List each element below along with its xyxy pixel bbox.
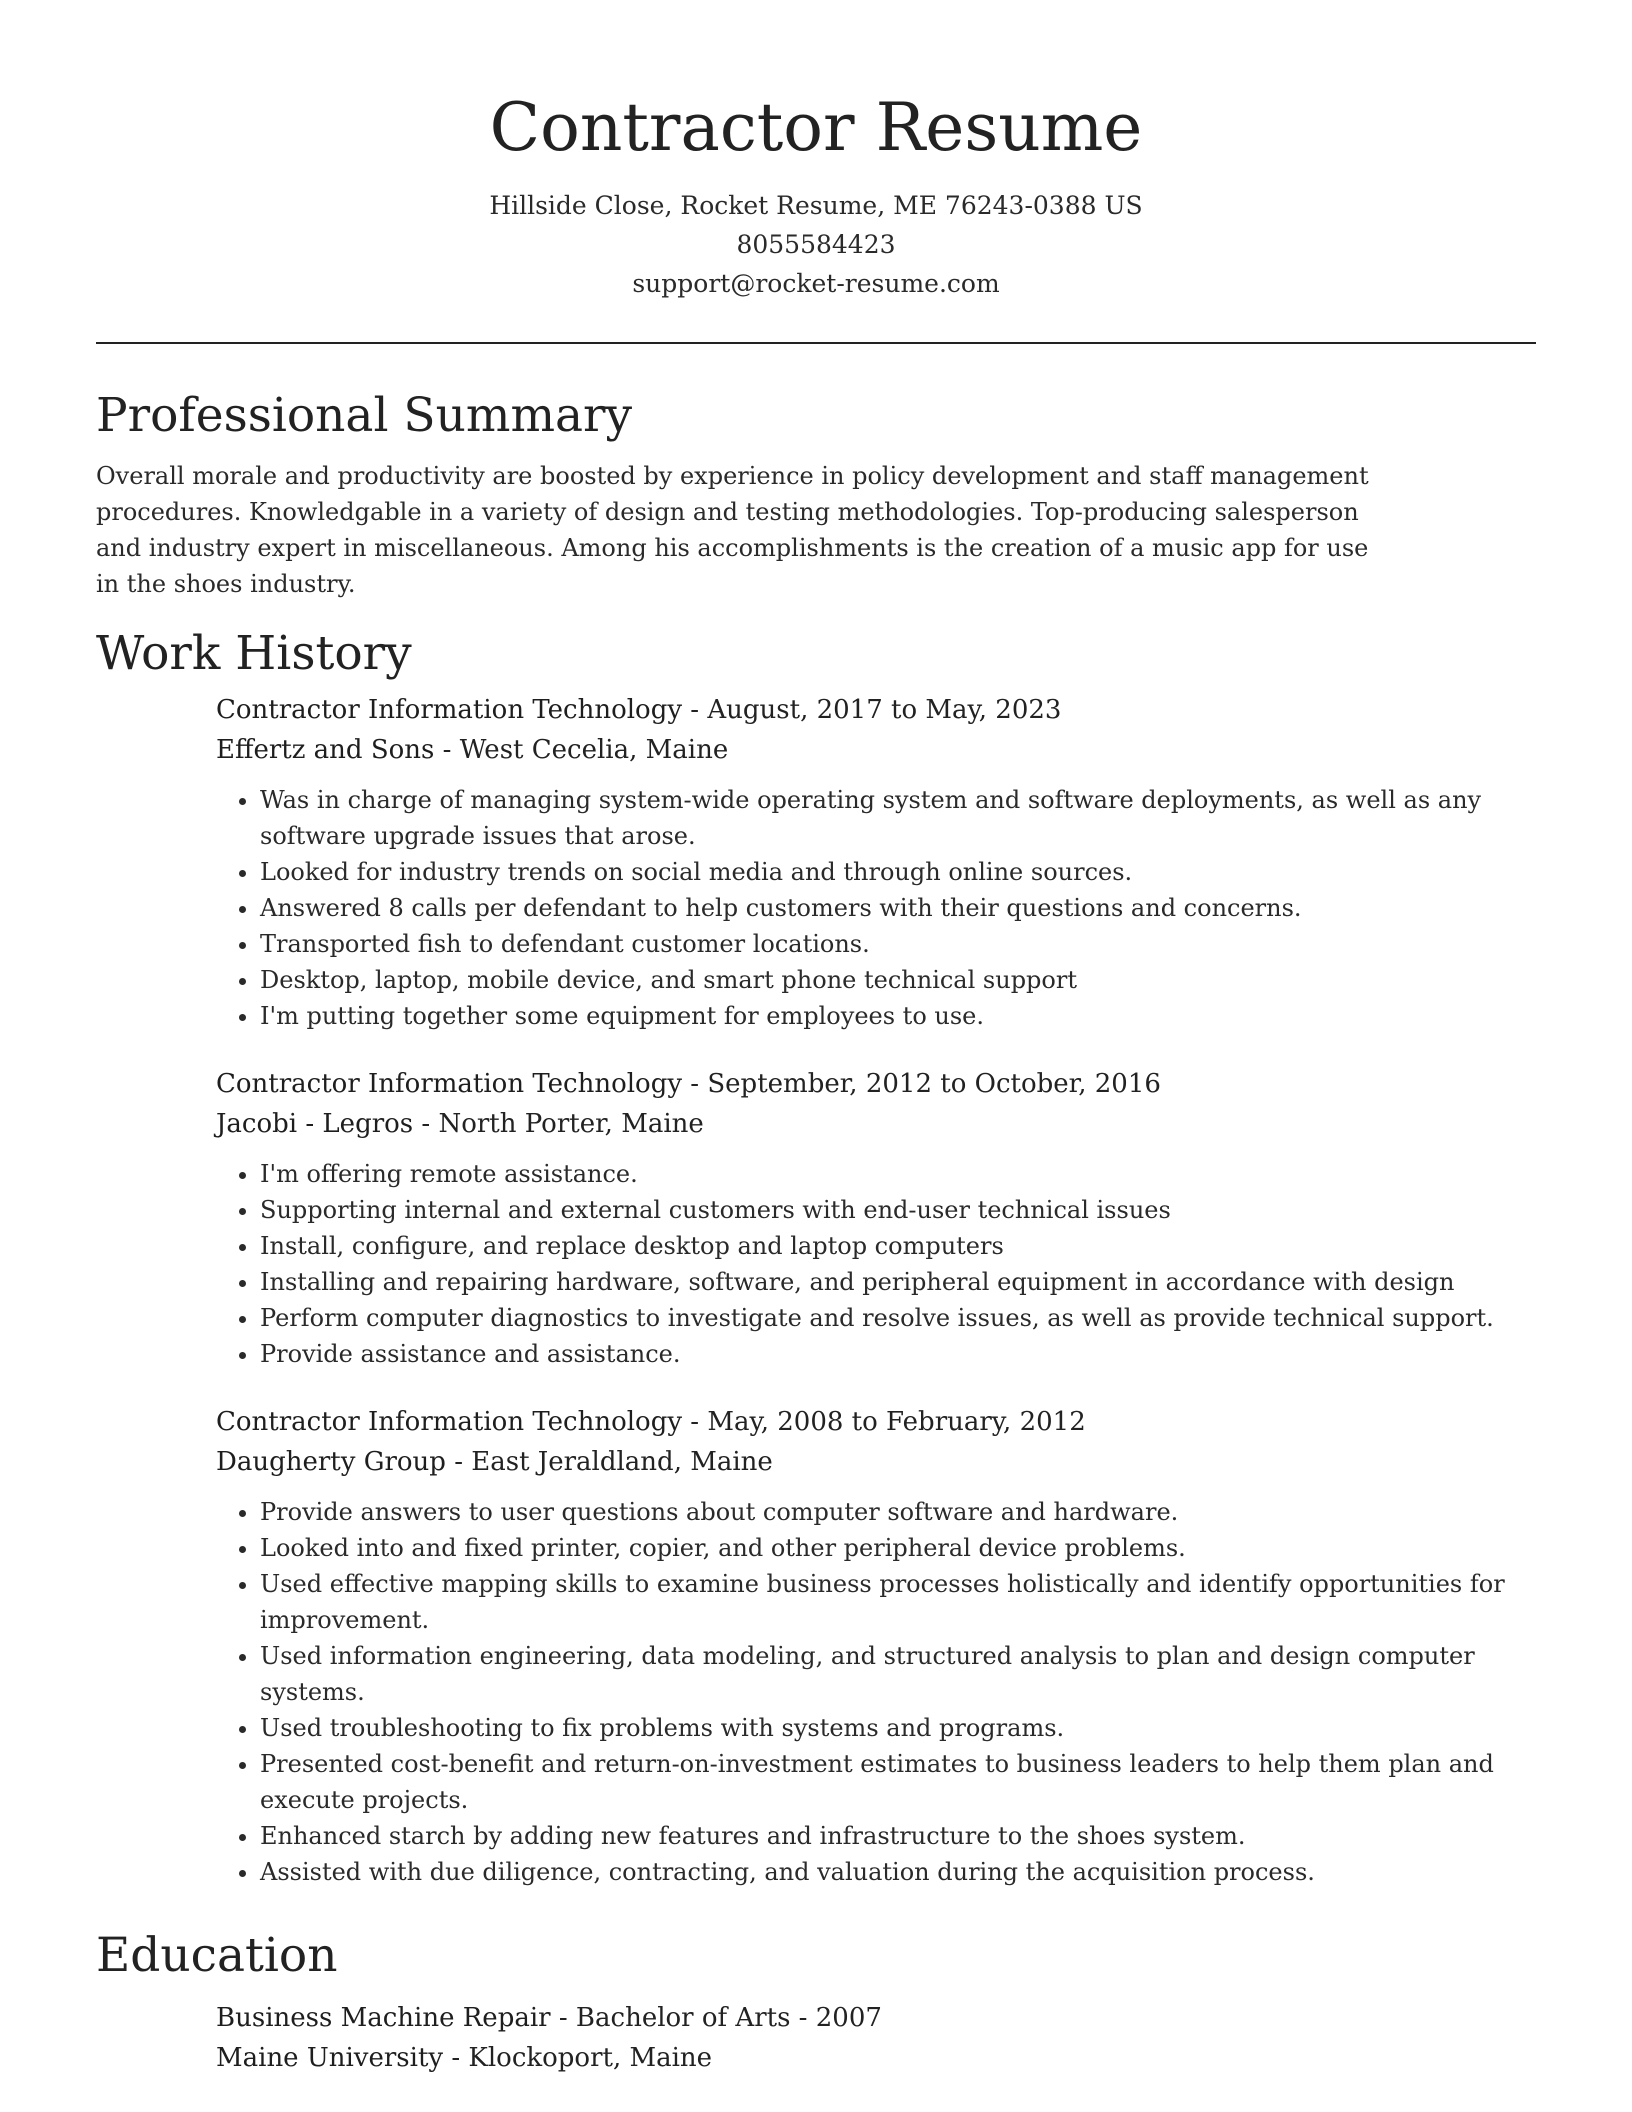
phone-number: 8055584423 xyxy=(736,230,896,259)
company-name: Daugherty Group xyxy=(216,1447,446,1477)
bullet-item: • Was in charge of managing system-wide operating system and software deployments, as well as any software upgrade issues that arose. xyxy=(260,782,1516,854)
degree-type: - Bachelor of Arts xyxy=(550,2003,791,2033)
job-entry xyxy=(216,1402,1516,1890)
education-heading: Education xyxy=(96,1928,338,1983)
degree-field: Business Machine Repair xyxy=(216,2003,551,2033)
bullet-item: • Used effective mapping skills to examine business processes holistically and identify opportunities for improvement. xyxy=(260,1566,1516,1638)
bullet-item: • Looked for industry trends on social media and through online sources. xyxy=(260,854,1516,890)
bullet-item: • I'm putting together some equipment for employees to use. xyxy=(260,998,1516,1034)
bullet-item: • Transported fish to defendant customer locations. xyxy=(260,926,1516,962)
resume-title: Contractor Resume xyxy=(489,89,1143,166)
job-company-line xyxy=(216,730,1516,770)
job-bullets xyxy=(216,1156,1516,1372)
bullet-item: • Enhanced starch by adding new features and infrastructure to the shoes system. xyxy=(260,1818,1516,1854)
bullet-item: • Used information engineering, data modeling, and structured analysis to plan and design computer systems. xyxy=(260,1638,1516,1710)
summary-heading: Professional Summary xyxy=(96,388,633,443)
education-entry xyxy=(216,1998,1516,2078)
summary-text: Overall morale and productivity are boosted by experience in policy development and staff management procedures. Knowledgable in a variety of design and testing methodologies. Top-producing salesperson and industry expert in miscellaneous. Among his accomplishments is the creation of a music app for use in the shoes industry. xyxy=(96,462,1369,598)
header-divider xyxy=(96,342,1536,344)
degree-line xyxy=(216,1998,1516,2038)
company-location: - West Cecelia, Maine xyxy=(434,735,729,765)
job-bullets xyxy=(216,782,1516,1034)
company-location: - North Porter, Maine xyxy=(413,1109,704,1139)
address-line: Hillside Close, Rocket Resume, ME 76243-0388 US xyxy=(489,191,1143,220)
job-company-line xyxy=(216,1104,1516,1144)
resume-body xyxy=(96,380,1536,2078)
school-name: Maine University xyxy=(216,2043,444,2073)
company-name: Jacobi - Legros xyxy=(216,1109,414,1139)
job-bullets xyxy=(216,1494,1516,1890)
bullet-item: • Provide assistance and assistance. xyxy=(260,1336,1516,1372)
job-entry xyxy=(216,1064,1516,1372)
job-title-line xyxy=(216,690,1516,730)
job-dates: - September, 2012 to October, 2016 xyxy=(682,1069,1161,1099)
bullet-item: • Looked into and fixed printer, copier, and other peripheral device problems. xyxy=(260,1530,1516,1566)
bullet-item: • Assisted with due diligence, contracting, and valuation during the acquisition process. xyxy=(260,1854,1516,1890)
school-location: - Klockoport, Maine xyxy=(443,2043,713,2073)
job-role: Contractor Information Technology xyxy=(216,1407,683,1437)
work-history-heading: Work History xyxy=(96,626,412,681)
bullet-item: • Provide answers to user questions about computer software and hardware. xyxy=(260,1494,1516,1530)
job-role: Contractor Information Technology xyxy=(216,695,683,725)
job-dates: - August, 2017 to May, 2023 xyxy=(682,695,1062,725)
email-address: support@rocket-resume.com xyxy=(632,269,1000,298)
bullet-item: • Answered 8 calls per defendant to help customers with their questions and concerns. xyxy=(260,890,1516,926)
bullet-item: • I'm offering remote assistance. xyxy=(260,1156,1516,1192)
bullet-item: • Perform computer diagnostics to investigate and resolve issues, as well as provide technical support. xyxy=(260,1300,1516,1336)
job-role: Contractor Information Technology xyxy=(216,1069,683,1099)
bullet-item: • Desktop, laptop, mobile device, and smart phone technical support xyxy=(260,962,1516,998)
job-entry xyxy=(216,690,1516,1034)
company-location: - East Jeraldland, Maine xyxy=(445,1447,773,1477)
bullet-item: • Install, configure, and replace desktop and laptop computers xyxy=(260,1228,1516,1264)
job-title-line xyxy=(216,1064,1516,1104)
job-title-line xyxy=(216,1402,1516,1442)
work-history-list xyxy=(216,690,1516,1890)
school-line xyxy=(216,2038,1516,2078)
contact-block xyxy=(0,186,1632,303)
degree-year: - 2007 xyxy=(790,2003,882,2033)
bullet-item: • Supporting internal and external customers with end-user technical issues xyxy=(260,1192,1516,1228)
resume-header xyxy=(0,82,1632,303)
bullet-item: • Used troubleshooting to fix problems with systems and programs. xyxy=(260,1710,1516,1746)
job-company-line xyxy=(216,1442,1516,1482)
company-name: Effertz and Sons xyxy=(216,735,435,765)
job-dates: - May, 2008 to February, 2012 xyxy=(682,1407,1086,1437)
bullet-item: • Presented cost-benefit and return-on-investment estimates to business leaders to help them plan and execute projects. xyxy=(260,1746,1516,1818)
bullet-item: • Installing and repairing hardware, software, and peripheral equipment in accordance with design xyxy=(260,1264,1516,1300)
